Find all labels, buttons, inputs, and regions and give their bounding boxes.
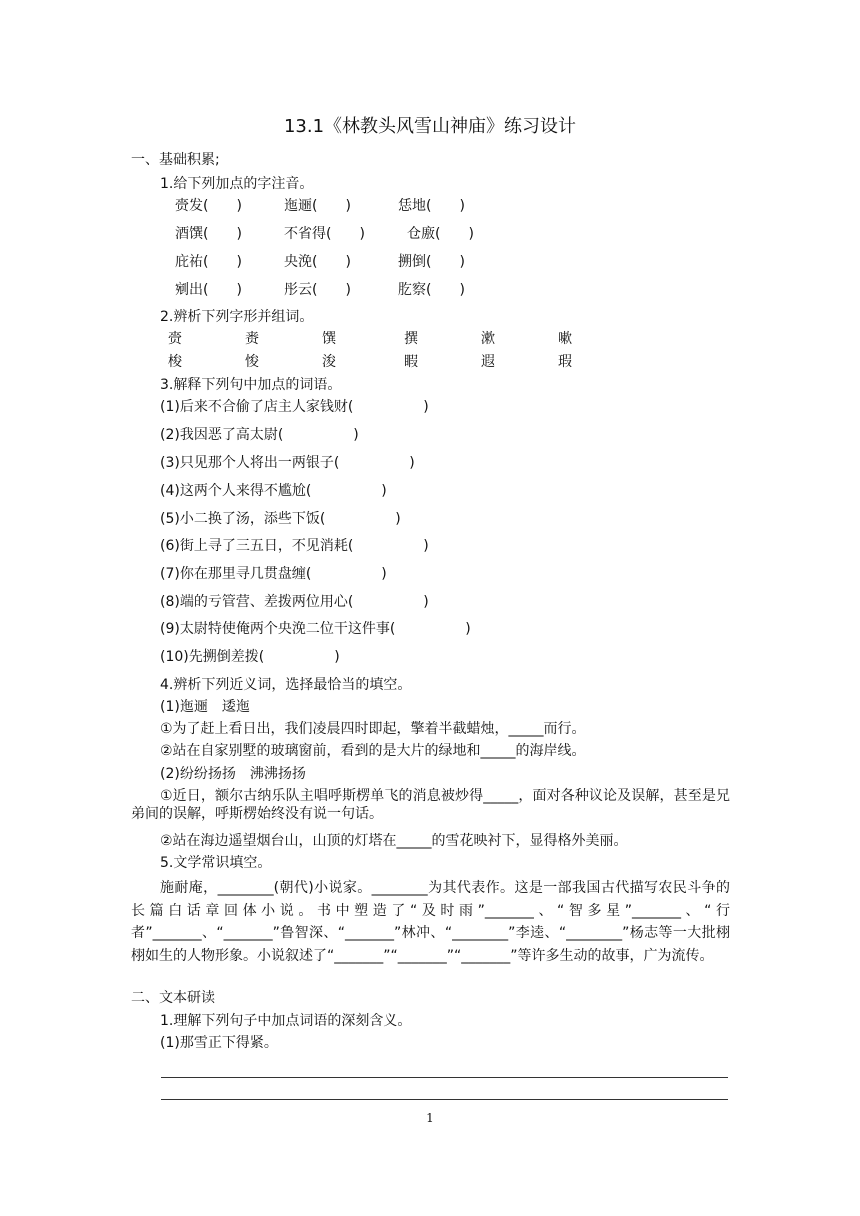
char-item: 遐 bbox=[481, 354, 495, 370]
char-item: 撰 bbox=[404, 331, 418, 347]
pinyin-item: 庇祐( ) bbox=[175, 254, 242, 270]
question-label: 5.文学常识填空。 bbox=[160, 855, 272, 871]
fill-sentence: ②站在海边遥望烟台山，山顶的灯塔在_____的雪花映衬下，显得格外美丽。 bbox=[160, 833, 628, 849]
section-heading: 二、文本研读 bbox=[131, 990, 215, 1006]
sub-question: (6)街上寻了三五日，不见消耗( ) bbox=[160, 538, 429, 554]
char-item: 嗽 bbox=[558, 331, 572, 347]
char-item: 梭 bbox=[168, 354, 182, 370]
page-title: 13.1《林教头风雪山神庙》练习设计 bbox=[283, 116, 577, 137]
sub-question: (1)那雪正下得紧。 bbox=[160, 1035, 278, 1051]
question-label: 2.辨析下列字形并组词。 bbox=[160, 309, 314, 325]
fill-sentence: ①为了赶上看日出，我们凌晨四时即起，擎着半截蜡烛，_____而行。 bbox=[160, 721, 586, 737]
sub-question: (3)只见那个人将出一两银子( ) bbox=[160, 455, 415, 471]
char-item: 漱 bbox=[481, 331, 495, 347]
sub-question: (5)小二换了汤，添些下饭( ) bbox=[160, 511, 401, 527]
pinyin-item: 仓廒( ) bbox=[407, 226, 474, 242]
word-pair: (2)纷纷扬扬 沸沸扬扬 bbox=[160, 766, 306, 782]
pinyin-item: 恁地( ) bbox=[398, 198, 465, 214]
question-label: 3.解释下列句中加点的词语。 bbox=[160, 377, 342, 393]
sub-question: (2)我因恶了高太尉( ) bbox=[160, 427, 359, 443]
pinyin-item: 酒馔( ) bbox=[175, 226, 242, 242]
question-label: 1.理解下列句子中加点词语的深刻含义。 bbox=[160, 1013, 412, 1029]
pinyin-item: 搠倒( ) bbox=[398, 254, 465, 270]
char-item: 瑕 bbox=[558, 354, 572, 370]
question-label: 1.给下列加点的字注音。 bbox=[160, 176, 314, 192]
sub-question: (4)这两个人来得不尴尬( ) bbox=[160, 483, 387, 499]
sub-question: (8)端的亏管营、差拨两位用心( ) bbox=[160, 594, 429, 610]
char-item: 赉 bbox=[245, 331, 259, 347]
fill-paragraph: ①近日，额尔古纳乐队主唱呼斯楞单飞的消息被炒得_____，面对各种议论及误解，甚至是兄弟间的误解，呼斯楞始终没有说一句话。 bbox=[131, 788, 730, 822]
sub-question: (7)你在那里寻几贯盘缠( ) bbox=[160, 566, 387, 582]
pinyin-item: 彤云( ) bbox=[284, 282, 351, 298]
char-item: 悛 bbox=[245, 354, 259, 370]
word-pair: (1)迤逦 逶迤 bbox=[160, 699, 250, 715]
pinyin-item: 不省得( ) bbox=[284, 226, 365, 242]
pinyin-item: 肐察( ) bbox=[398, 282, 465, 298]
char-item: 浚 bbox=[322, 354, 336, 370]
section-heading: 一、基础积累; bbox=[131, 152, 220, 168]
pinyin-item: 央浼( ) bbox=[284, 254, 351, 270]
fill-sentence: ②站在自家别墅的玻璃窗前，看到的是大片的绿地和_____的海岸线。 bbox=[160, 743, 586, 759]
answer-line[interactable] bbox=[161, 1099, 728, 1100]
sub-question: (9)太尉特使俺两个央浼二位干这件事( ) bbox=[160, 621, 471, 637]
char-item: 睱 bbox=[404, 354, 418, 370]
char-item: 赍 bbox=[168, 331, 182, 347]
pinyin-item: 剜出( ) bbox=[175, 282, 242, 298]
fill-paragraph: 施耐庵，________(朝代)小说家。________为其代表作。这是一部我国古代描写农民斗争的长篇白话章回体小说。书中塑造了“及时雨”_______、“智多星”_______、“行者”_______、“_______”鲁智深、“_______”林冲、“________”李逵、“________”杨志等一大批栩栩如生的人物形象。小说叙述了“_______”“_______”“_______”等许多生动的故事，广为流传。 bbox=[131, 880, 730, 964]
question-label: 4.辨析下列近义词，选择最恰当的填空。 bbox=[160, 677, 412, 693]
char-item: 馔 bbox=[322, 331, 336, 347]
pinyin-item: 赍发( ) bbox=[175, 198, 242, 214]
page-number: 1 bbox=[426, 1111, 434, 1125]
sub-question: (10)先搠倒差拨( ) bbox=[160, 649, 340, 665]
answer-line[interactable] bbox=[161, 1077, 728, 1078]
sub-question: (1)后来不合偷了店主人家钱财( ) bbox=[160, 399, 429, 415]
pinyin-item: 迤逦( ) bbox=[284, 198, 351, 214]
